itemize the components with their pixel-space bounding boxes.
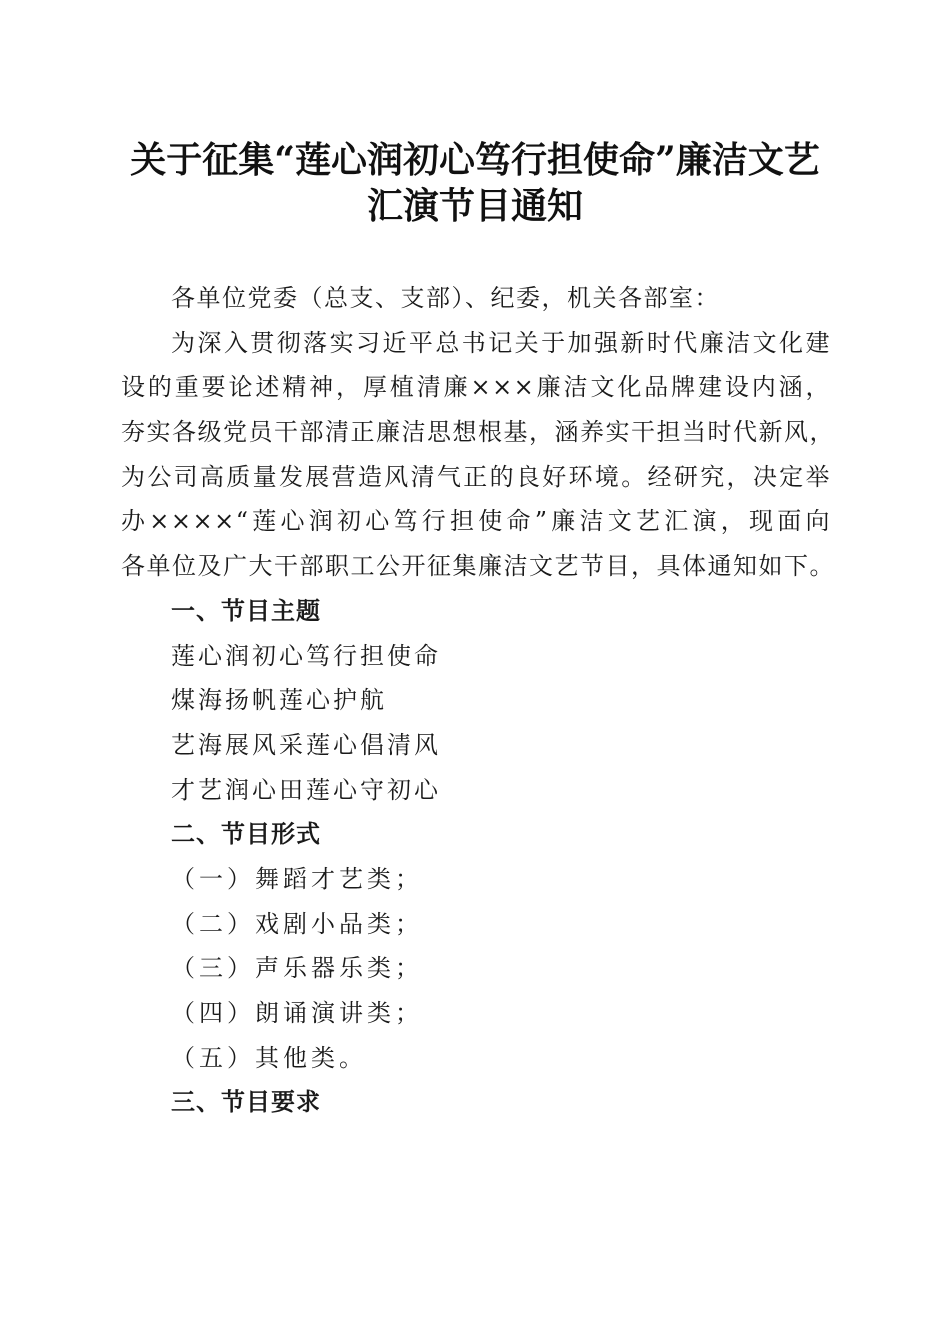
form-item: （二）戏剧小品类； <box>171 909 423 938</box>
intro-paragraph <box>121 321 835 589</box>
theme-item: 才艺润心田莲心守初心 <box>171 775 441 804</box>
salutation: 各单位党委（总支、支部）、纪委，机关各部室： <box>171 284 720 312</box>
theme-item: 莲心润初心笃行担使命 <box>171 641 441 670</box>
section-heading-themes: 一、节目主题 <box>171 596 321 625</box>
intro-line: 为公司高质量发展营造风清气正的良好环境。经研究，决定举 <box>121 462 831 491</box>
intro-line: 各单位及广大干部职工公开征集廉洁文艺节目，具体通知如下。 <box>121 552 835 581</box>
document-title-line2: 汇演节目通知 <box>366 185 583 227</box>
document-body <box>121 276 835 1125</box>
intro-line: 夯实各级党员干部清正廉洁思想根基，涵养实干担当时代新风， <box>121 418 835 447</box>
form-item: （三）声乐器乐类； <box>171 954 423 983</box>
section-heading-requirements: 三、节目要求 <box>171 1088 321 1117</box>
theme-item: 煤海扬帆莲心护航 <box>171 686 387 715</box>
intro-line: 设的重要论述精神，厚植清廉×××廉洁文化品牌建设内涵， <box>121 373 831 402</box>
intro-line: 为深入贯彻落实习近平总书记关于加强新时代廉洁文化建 <box>171 328 831 357</box>
intro-line: 办××××“莲心润初心笃行担使命”廉洁文艺汇演，现面向 <box>121 507 831 536</box>
form-item: （五）其他类。 <box>171 1043 367 1072</box>
document-title-line1: 关于征集“莲心润初心笃行担使命”廉洁文艺 <box>130 139 820 181</box>
theme-item: 艺海展风采莲心倡清风 <box>171 730 441 759</box>
section-heading-forms: 二、节目形式 <box>171 820 321 849</box>
form-item: （一）舞蹈才艺类； <box>171 864 423 893</box>
form-item: （四）朗诵演讲类； <box>171 999 423 1027</box>
